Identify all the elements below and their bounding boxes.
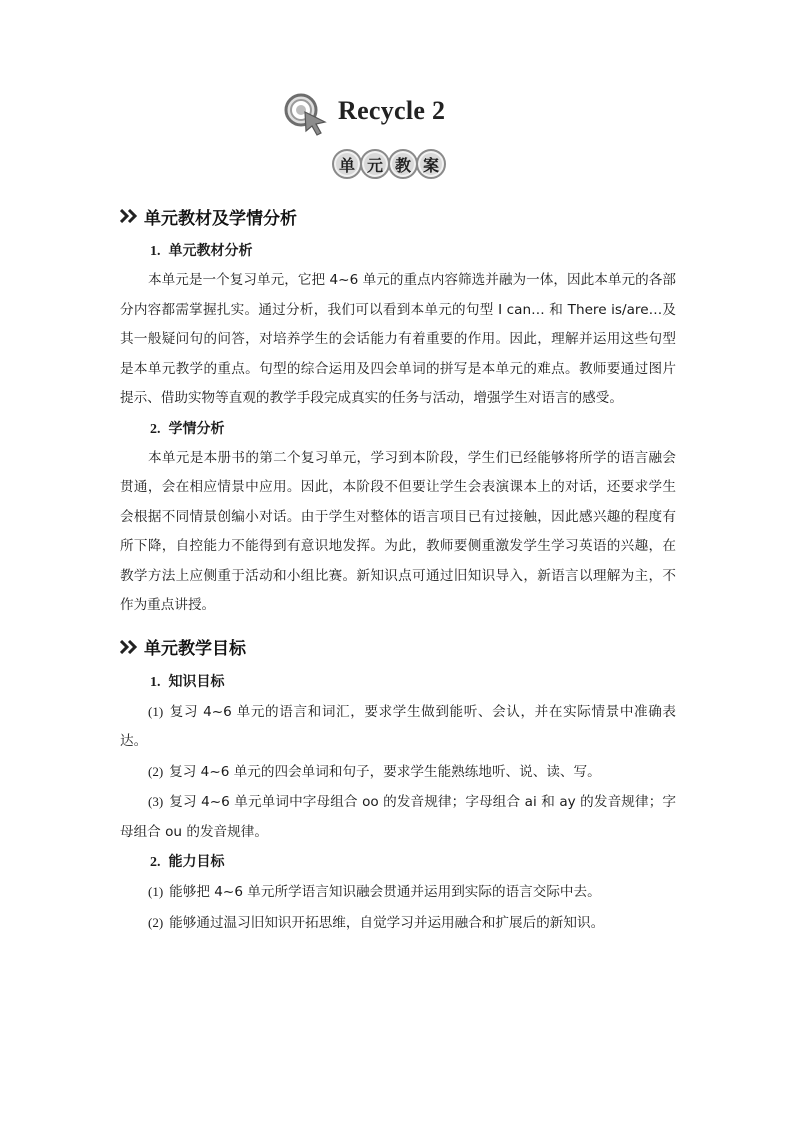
paragraph-textbook-analysis: 本单元是一个复习单元，它把 4~6 单元的重点内容筛选并融为一体，因此本单元的各部分内容都需掌握扎实。通过分析，我们可以看到本单元的句型 I can… 和 There is/are…及其一般疑问句的问答，对培养学生的会话能力有着重要的作用。因此，理解并运用这些句型是本单元教学的重点。句型的综合运用及四会单词的拼写是本单元的难点。教师要通过图片提示、借助实物等直观的教学手段完成真实的任务与活动，增强学生对语言的感受。 (120, 272, 676, 406)
section-heading-goals (120, 627, 676, 667)
section-heading-analysis (120, 196, 676, 236)
item-marker: (1) (148, 884, 164, 899)
subheading-number: 2. (150, 855, 161, 870)
subheading-label: 能力目标 (168, 854, 225, 870)
item-marker: (2) (148, 763, 164, 779)
badge-char: 元 (360, 149, 390, 179)
item-text: 复习 4~6 单元的语言和词汇，要求学生做到能听、会认，并在实际情景中准确表达。 (120, 703, 676, 749)
subheading-student-analysis (120, 414, 676, 444)
subheading-label: 知识目标 (168, 673, 225, 690)
lesson-plan-badge (332, 149, 444, 181)
knowledge-goal-item (120, 757, 676, 788)
item-text: 能够通过温习旧知识开拓思维，自觉学习并运用融合和扩展后的新知识。 (169, 914, 605, 931)
double-chevron-icon (120, 640, 142, 654)
ability-goal-item (120, 877, 676, 908)
ability-goal-item (120, 908, 676, 939)
document-body (120, 196, 676, 938)
item-text: 复习 4~6 单元单词中字母组合 oo 的发音规律；字母组合 ai 和 ay 的发音规律；字母组合 ou 的发音规律。 (120, 794, 676, 840)
subheading-label: 学情分析 (168, 420, 225, 437)
badge-char: 教 (388, 149, 418, 179)
subheading-knowledge-goals (120, 667, 676, 697)
badge-char: 单 (332, 149, 362, 179)
subheading-number: 1. (150, 674, 161, 690)
subheading-number: 2. (150, 421, 161, 437)
section-heading-text: 单元教学目标 (144, 639, 246, 659)
double-chevron-icon (120, 209, 142, 223)
section-heading-text: 单元教材及学情分析 (144, 208, 297, 229)
subheading-number: 1. (150, 244, 161, 259)
subheading-textbook-analysis (120, 236, 676, 266)
paragraph-student-analysis: 本单元是本册书的第二个复习单元，学习到本阶段，学生们已经能够将所学的语言融会贯通，会在相应情景中应用。因此，本阶段不但要让学生会表演课本上的对话，还要求学生会根据不同情景创编小对话。由于学生对整体的语言项目已有过接触，因此感兴趣的程度有所下降，自控能力不能得到有意识地发挥。为此，教师要侧重激发学生学习英语的兴趣，在教学方法上应侧重于活动和小组比赛。新知识点可通过旧知识导入，新语言以理解为主，不作为重点讲授。 (120, 449, 676, 613)
item-marker: (2) (148, 914, 164, 930)
page-title: Recycle 2 (338, 96, 446, 125)
item-marker: (3) (148, 794, 164, 809)
item-marker: (1) (148, 703, 164, 719)
badge-char: 案 (416, 149, 446, 179)
item-text: 能够把 4~6 单元所学语言知识融会贯通并运用到实际的语言交际中去。 (169, 884, 601, 900)
knowledge-goal-item (120, 787, 676, 847)
subheading-label: 单元教材分析 (168, 243, 253, 259)
title-row (0, 88, 794, 144)
subheading-ability-goals (120, 847, 676, 877)
item-text: 复习 4~6 单元的四会单词和句子，要求学生能熟练地听、说、读、写。 (169, 763, 601, 780)
knowledge-goal-item (120, 697, 676, 757)
magnifier-cursor-icon (283, 92, 329, 136)
